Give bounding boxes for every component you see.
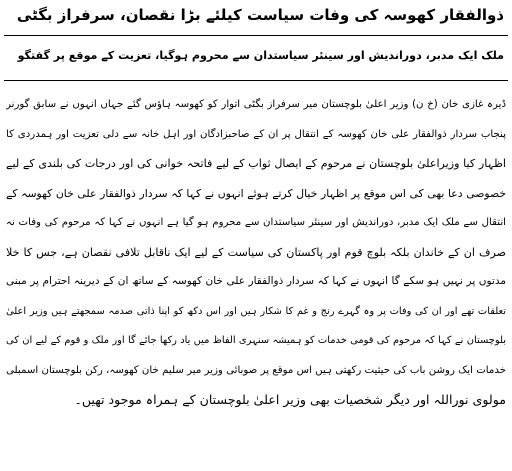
body-line-5: انتقال سے ملک ایک مدبر، دوراندیش اور سینئر سیاستدان سے محروم ہو گیا ہے انہوں نے کہا کہ مرحوم کی وفات نہ (6, 217, 506, 228)
body-line-11: مولوی نوراللہ اور دیگر شخصیات بھی وزیر اعلیٰ بلوچستان کے ہمراہ موجود تھیں۔ (74, 392, 506, 407)
divider-rule-bottom (4, 80, 508, 81)
body-line-7: مدتوں پر نہیں ہو سکے گا انہوں نے کہا کہ سردار ذوالفقار علی خان کھوسہ کے ساتھ ان کے دیرینہ احترام پر مبنی (6, 275, 506, 287)
body-line-3: اظہار کیا وزیراعلیٰ بلوچستان نے مرحوم کے ایصال ثواب کے لیے فاتحہ خوانی کی اور درجات کی بلندی کے لیے (6, 157, 506, 170)
body-line-2: پنجاب سردار ذوالفقار علی خان کھوسہ کے انتقال پر ان کے صاحبزادگان اور اہل خانہ سے دلی تعزیت اور ہمدردی کا (6, 128, 506, 140)
headline-primary: ذوالفقار کھوسہ کی وفات سیاست کیلئے بڑا نقصان، سرفراز بگٹی (16, 6, 504, 24)
body-line-8: تعلقات تھے اور ان کی وفات پر وہ گہرے رنج و غم کا شکار ہیں اور اس دکھ کو اپنا ذاتی صدمہ سمجھتے ہیں وزیر اعلیٰ (6, 305, 506, 317)
body-line-1: ڈیرہ غازی خان (خ ن) وزیر اعلیٰ بلوچستان میر سرفراز بگٹی اتوار کو کھوسہ ہاؤس گئے جہاں انہوں نے سابق گورنر (6, 99, 506, 110)
body-line-4: خصوصی دعا بھی کی اس موقع پر اظہار خیال کرتے ہوئے انہوں نے کہا کہ سردار ذوالفقار علی خان کھوسہ کے (6, 186, 506, 200)
article-body (6, 90, 506, 415)
body-line-10: خدمات ایک روشن باب کی حیثیت رکھتی ہیں اس موقع پر صوبائی وزیر میر سلیم خان کھوسہ، رکن بلوچستان اسمبلی (6, 364, 506, 376)
divider-rule-top (4, 35, 508, 36)
body-line-6: صرف ان کے خاندان بلکہ بلوچ قوم اور پاکستان کی سیاست کے لیے ایک ناقابل تلافی نقصان ہے، جس کا خلا (6, 245, 506, 259)
headline-secondary: ملک ایک مدبر، دوراندیش اور سینئر سیاستدان سے محروم ہوگیا، تعزیت کے موقع پر گفتگو (17, 49, 504, 62)
body-line-9: بلوچستان نے کہا کہ مرحوم کی قومی خدمات کو ہمیشہ سنہری الفاظ میں یاد رکھا جائے گا اور ملک و قوم کے لیے ان کی (6, 335, 506, 346)
